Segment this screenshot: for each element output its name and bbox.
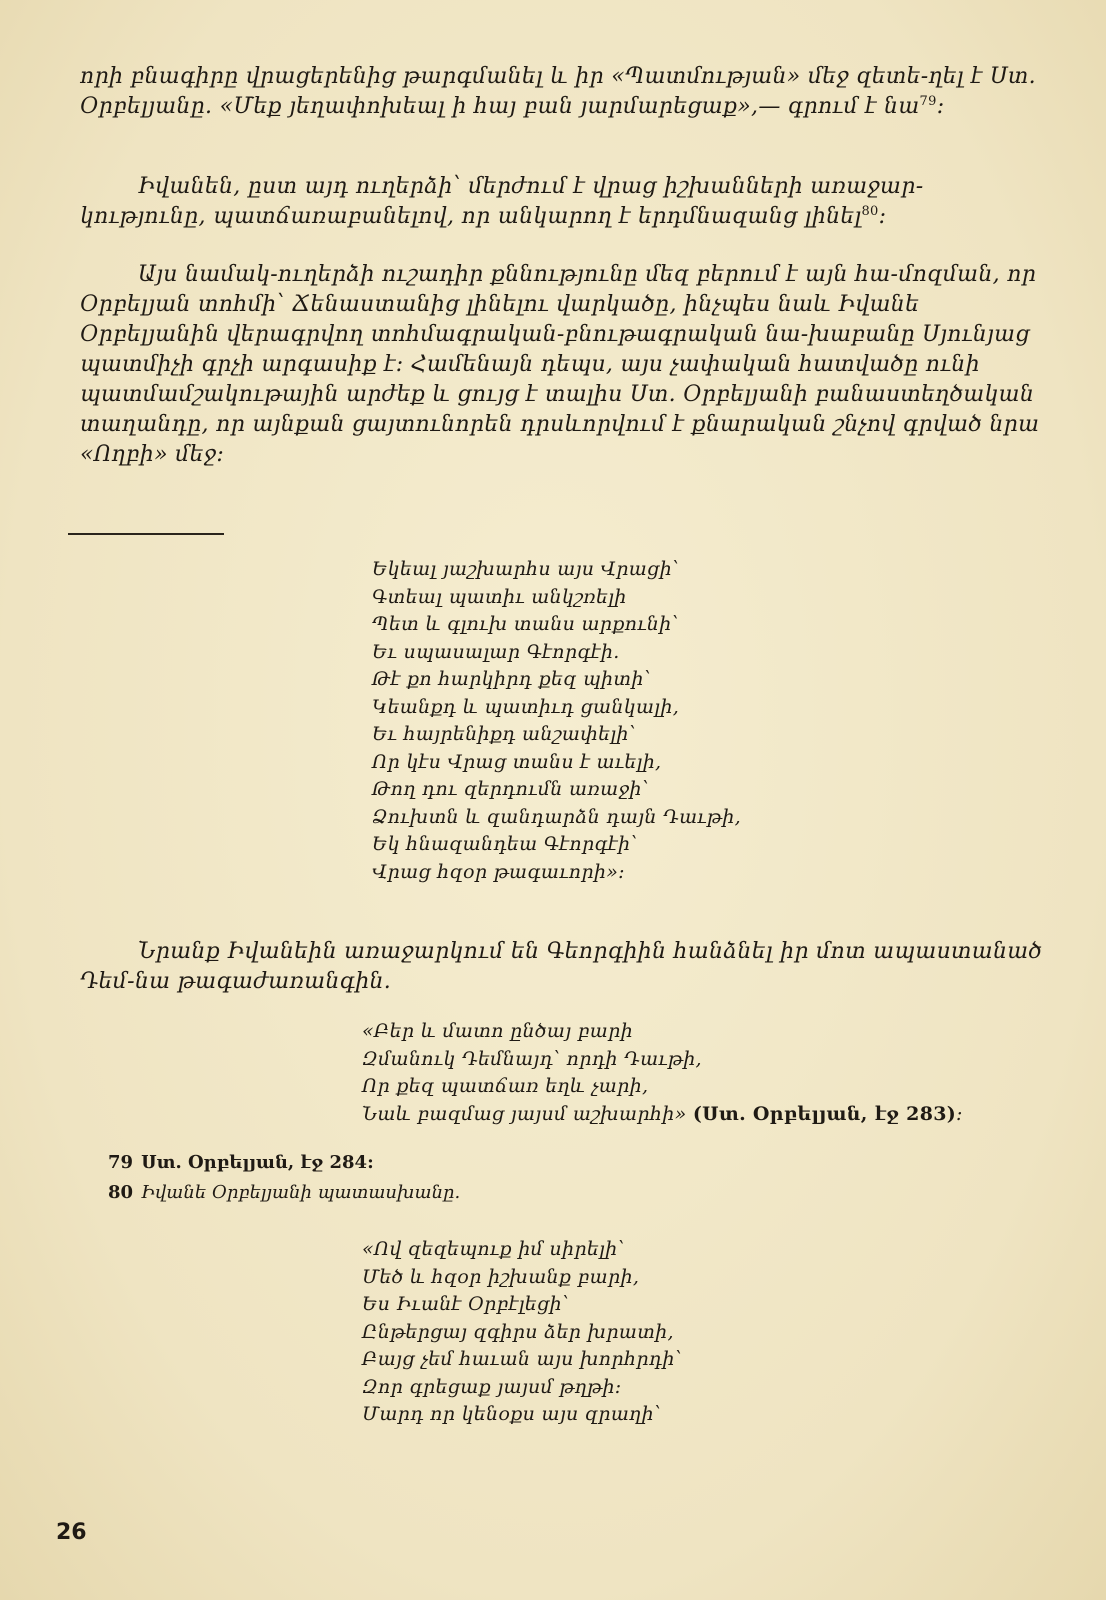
verse-line: Եւ հայրենիքդ անշափելի՝ bbox=[372, 723, 637, 745]
verse-line: «Ով զեզեպուք իմ սիրելի՝ bbox=[362, 1238, 625, 1260]
verse-line: Պետ և գլուխ տանս արքունի՝ bbox=[372, 613, 679, 635]
footnote-ref-79[interactable]: 79 bbox=[919, 94, 937, 109]
verse-line: Զմանուկ Դեմնայդ՝ որդի Դաւթի, bbox=[362, 1047, 702, 1070]
footnote-number: 80 bbox=[108, 1182, 134, 1203]
verse-line: Ձուխտն և զանդարձն դայն Դաւթի, bbox=[372, 805, 741, 828]
verse-line: Թող դու զերդումն առաջի՝ bbox=[372, 778, 650, 800]
verse-line: Եկ հնազանդեա Գէորգէի՝ bbox=[372, 833, 638, 855]
paragraph-3: Այս նամակ-ուղերձի ուշադիր քննությունը մեզ բերում է այն հա-մոզման, որ Օրբելյան տոհմի՝ Ճենաստանից լինելու վարկածը, ինչպես նաև Իվանե Օրբելյանին վերագրվող տոհմագրական-բնութագրական նա-խաբանը Սյունյաց պատմիչի գրչի արգասիք է: Համենայն դեպս, այս չափական հատվածը ունի պատմամշակութային արժեք և ցույց է տալիս Ստ. Օրբելյանի բանաստեղծական տաղանդը, որ այնքան ցայտունորեն դրսևորվում է քնարական շնչով գրված նրա «Ողբի» մեջ: bbox=[80, 262, 1040, 467]
verse-line: Եւ սպասալար Գէորգէի. bbox=[372, 640, 620, 663]
paragraph-2 bbox=[80, 172, 1045, 232]
verse-line: Եկեալ յաշխարհս այս Վրացի՝ bbox=[372, 558, 680, 580]
verse-block-3 bbox=[362, 1236, 682, 1429]
verse-line-text: Նաև բազմաց յայսմ աշխարհի» bbox=[362, 1102, 687, 1125]
paragraph-1-end: : bbox=[936, 94, 945, 119]
verse-source-citation: (Ստ. Օրբելյան, էջ 283) bbox=[692, 1102, 957, 1125]
verse-line bbox=[362, 1101, 963, 1129]
verse-line: Բայց չեմ հաւան այս խորհրդի՝ bbox=[362, 1348, 682, 1370]
footnote-number: 79 bbox=[108, 1152, 134, 1173]
footnote-text: Ստ. Օրբելյան, էջ 284: bbox=[141, 1152, 374, 1173]
page-number: 26 bbox=[56, 1520, 87, 1545]
paragraph-1 bbox=[80, 62, 1045, 122]
verse-block-2 bbox=[362, 1018, 963, 1128]
verse-block-1 bbox=[372, 556, 741, 886]
verse-line: Որ կէս Վրաց տանս է աւելի, bbox=[372, 750, 662, 773]
verse-line: Ես Իւանէ Օրբէլեցի՝ bbox=[362, 1293, 570, 1315]
verse-line: Զոր գրեցաք յայսմ թղթի: bbox=[362, 1375, 622, 1398]
paragraph-2-end: : bbox=[878, 204, 887, 229]
paragraph-4: Նրանք Իվանեին առաջարկում են Գեորգիին հանձնել իր մոտ ապաստանած Դեմ-նա թագաժառանգին. bbox=[80, 939, 1043, 994]
footnote-separator-rule bbox=[68, 533, 224, 535]
verse-line: Որ քեզ պատճառ եղև չարի, bbox=[362, 1075, 649, 1097]
verse-line: Թէ քո հարկիրդ քեզ պիտի՝ bbox=[372, 668, 651, 690]
verse-line: Գտեալ պատիւ անկշռելի bbox=[372, 585, 627, 608]
footnote-79 bbox=[108, 1148, 460, 1178]
paragraph-2-text: Իվանեն, ըստ այդ ուղերձի՝ մերժում է վրաց իշխանների առաջար-կությունը, պատճառաբանելով, որ անկարող է երդմնազանց լինել bbox=[80, 174, 924, 229]
verse-line: Մեծ և հզօր իշխանք բարի, bbox=[362, 1265, 640, 1288]
verse-line: Ընթերցայ զգիրս ձեր խրատի, bbox=[362, 1320, 674, 1343]
verse-line: Կեանքդ և պատիւդ ցանկալի, bbox=[372, 695, 680, 718]
footnote-text: Իվանե Օրբելյանի պատասխանը. bbox=[141, 1182, 461, 1203]
paragraph-1-text: որի բնագիրը վրացերենից թարգմանել և իր «Պատմության» մեջ զետե-ղել է Ստ. Օրբելյանը. «Մեք յեղափոխեալ ի հայ բան յարմարեցաք»,— գրում է նա bbox=[80, 64, 1036, 119]
verse-line: «Բեր և մատո ընծայ բարի bbox=[362, 1020, 633, 1042]
footnote-ref-80[interactable]: 80 bbox=[861, 204, 879, 219]
verse-line: Մարդ որ կենօքս այս զրաղի՝ bbox=[362, 1403, 662, 1425]
footnote-80 bbox=[108, 1178, 460, 1208]
verse-line: Վրաց հզօր թագաւորի»: bbox=[372, 860, 625, 883]
footnotes bbox=[108, 1148, 460, 1208]
verse-end-mark: : bbox=[956, 1102, 963, 1125]
